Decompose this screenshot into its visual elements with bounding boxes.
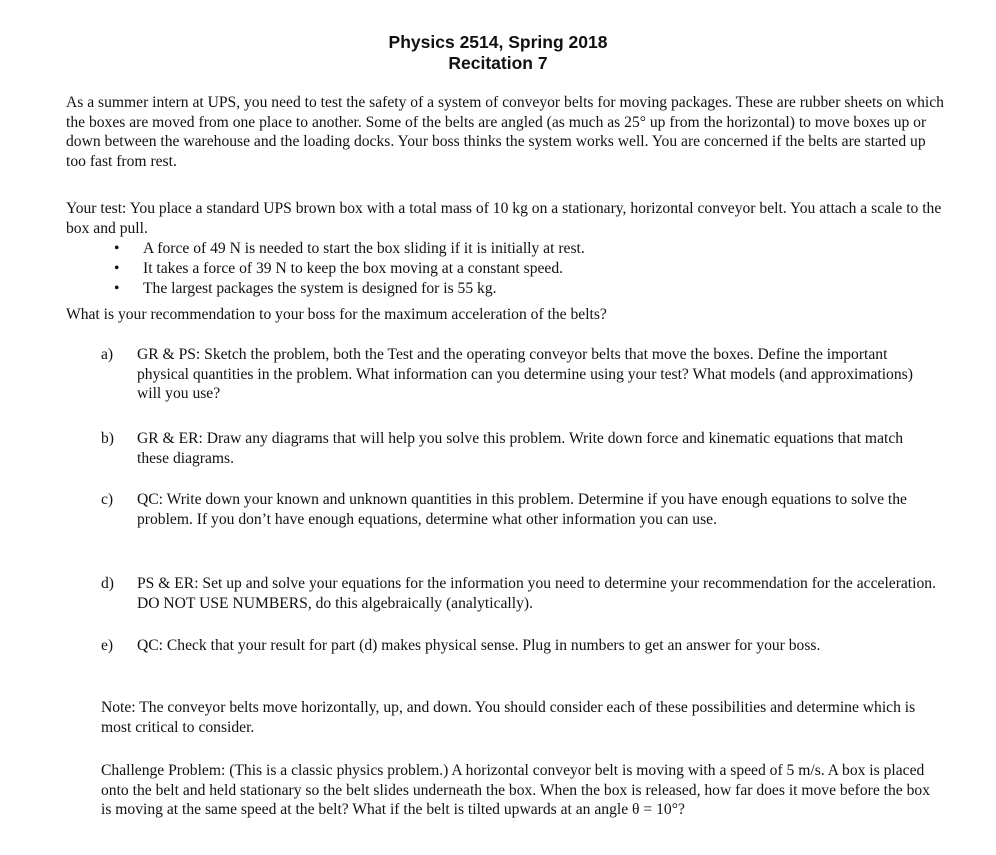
part-text: PS & ER: Set up and solve your equations for the information you need to determine your recommendation for the acceleration. DO NOT USE NUMBERS, do this algebraically (analytically). <box>137 575 936 612</box>
test-description: Your test: You place a standard UPS brown box with a total mass of 10 kg on a stationary, horizontal conveyor belt. You attach a scale to the box and pull. <box>66 200 942 237</box>
part-text: QC: Check that your result for part (d) makes physical sense. Plug in numbers to get an answer for your boss. <box>137 637 821 654</box>
bullet-icon: • <box>114 240 120 257</box>
bullet-icon: • <box>114 260 120 278</box>
bullet-icon: • <box>114 280 120 298</box>
part-label: e) <box>101 637 114 654</box>
bullet-text: It takes a force of 39 N to keep the box moving at a constant speed. <box>143 260 564 278</box>
main-question: What is your recommendation to your boss for the maximum acceleration of the belts? <box>66 306 607 323</box>
intro-paragraph: As a summer intern at UPS, you need to test the safety of a system of conveyor belts for moving packages. These are rubber sheets on which the boxes are moved from one place to another. Some of the belts are angled (as much as 25° up from the horizontal) to move boxes up or down between the warehouse and the loading docks. Your boss thinks the system works well. You are concerned if the belts are started up too fast from rest. <box>66 94 944 170</box>
course-title: Physics 2514, Spring 2018 <box>388 32 608 52</box>
bullet-text: A force of 49 N is needed to start the box sliding if it is initially at rest. <box>143 240 585 257</box>
recitation-title: Recitation 7 <box>448 53 548 73</box>
part-label: c) <box>101 491 114 508</box>
test-bullet-list <box>106 239 926 300</box>
bullet-item <box>106 259 926 279</box>
part-label: b) <box>101 430 114 447</box>
bullet-item <box>106 239 926 259</box>
part-label: a) <box>101 346 114 363</box>
challenge-problem: Challenge Problem: (This is a classic physics problem.) A horizontal conveyor belt is moving with a speed of 5 m/s. A box is placed onto the belt and held stationary so the belt slides underneath the box. When the box is released, how far does it move before the box is moving at the same speed at the belt? What if the belt is tilted upwards at an angle θ = 10°? <box>101 762 930 818</box>
part-text: GR & ER: Draw any diagrams that will help you solve this problem. Write down force and kinematic equations that match these diagrams. <box>137 430 904 467</box>
note-paragraph: Note: The conveyor belts move horizontally, up, and down. You should consider each of these possibilities and determine which is most critical to consider. <box>101 699 916 736</box>
bullet-text: The largest packages the system is designed for is 55 kg. <box>143 280 497 298</box>
bullet-item <box>106 279 926 299</box>
part-label: d) <box>101 575 114 592</box>
part-text: GR & PS: Sketch the problem, both the Test and the operating conveyor belts that move the boxes. Define the important physical quantities in the problem. What information can you determine using your test? What models (and approximations) will you use? <box>137 346 913 402</box>
part-text: QC: Write down your known and unknown quantities in this problem. Determine if you have enough equations to solve the problem. If you don’t have enough equations, determine what other information you can use. <box>137 491 907 528</box>
